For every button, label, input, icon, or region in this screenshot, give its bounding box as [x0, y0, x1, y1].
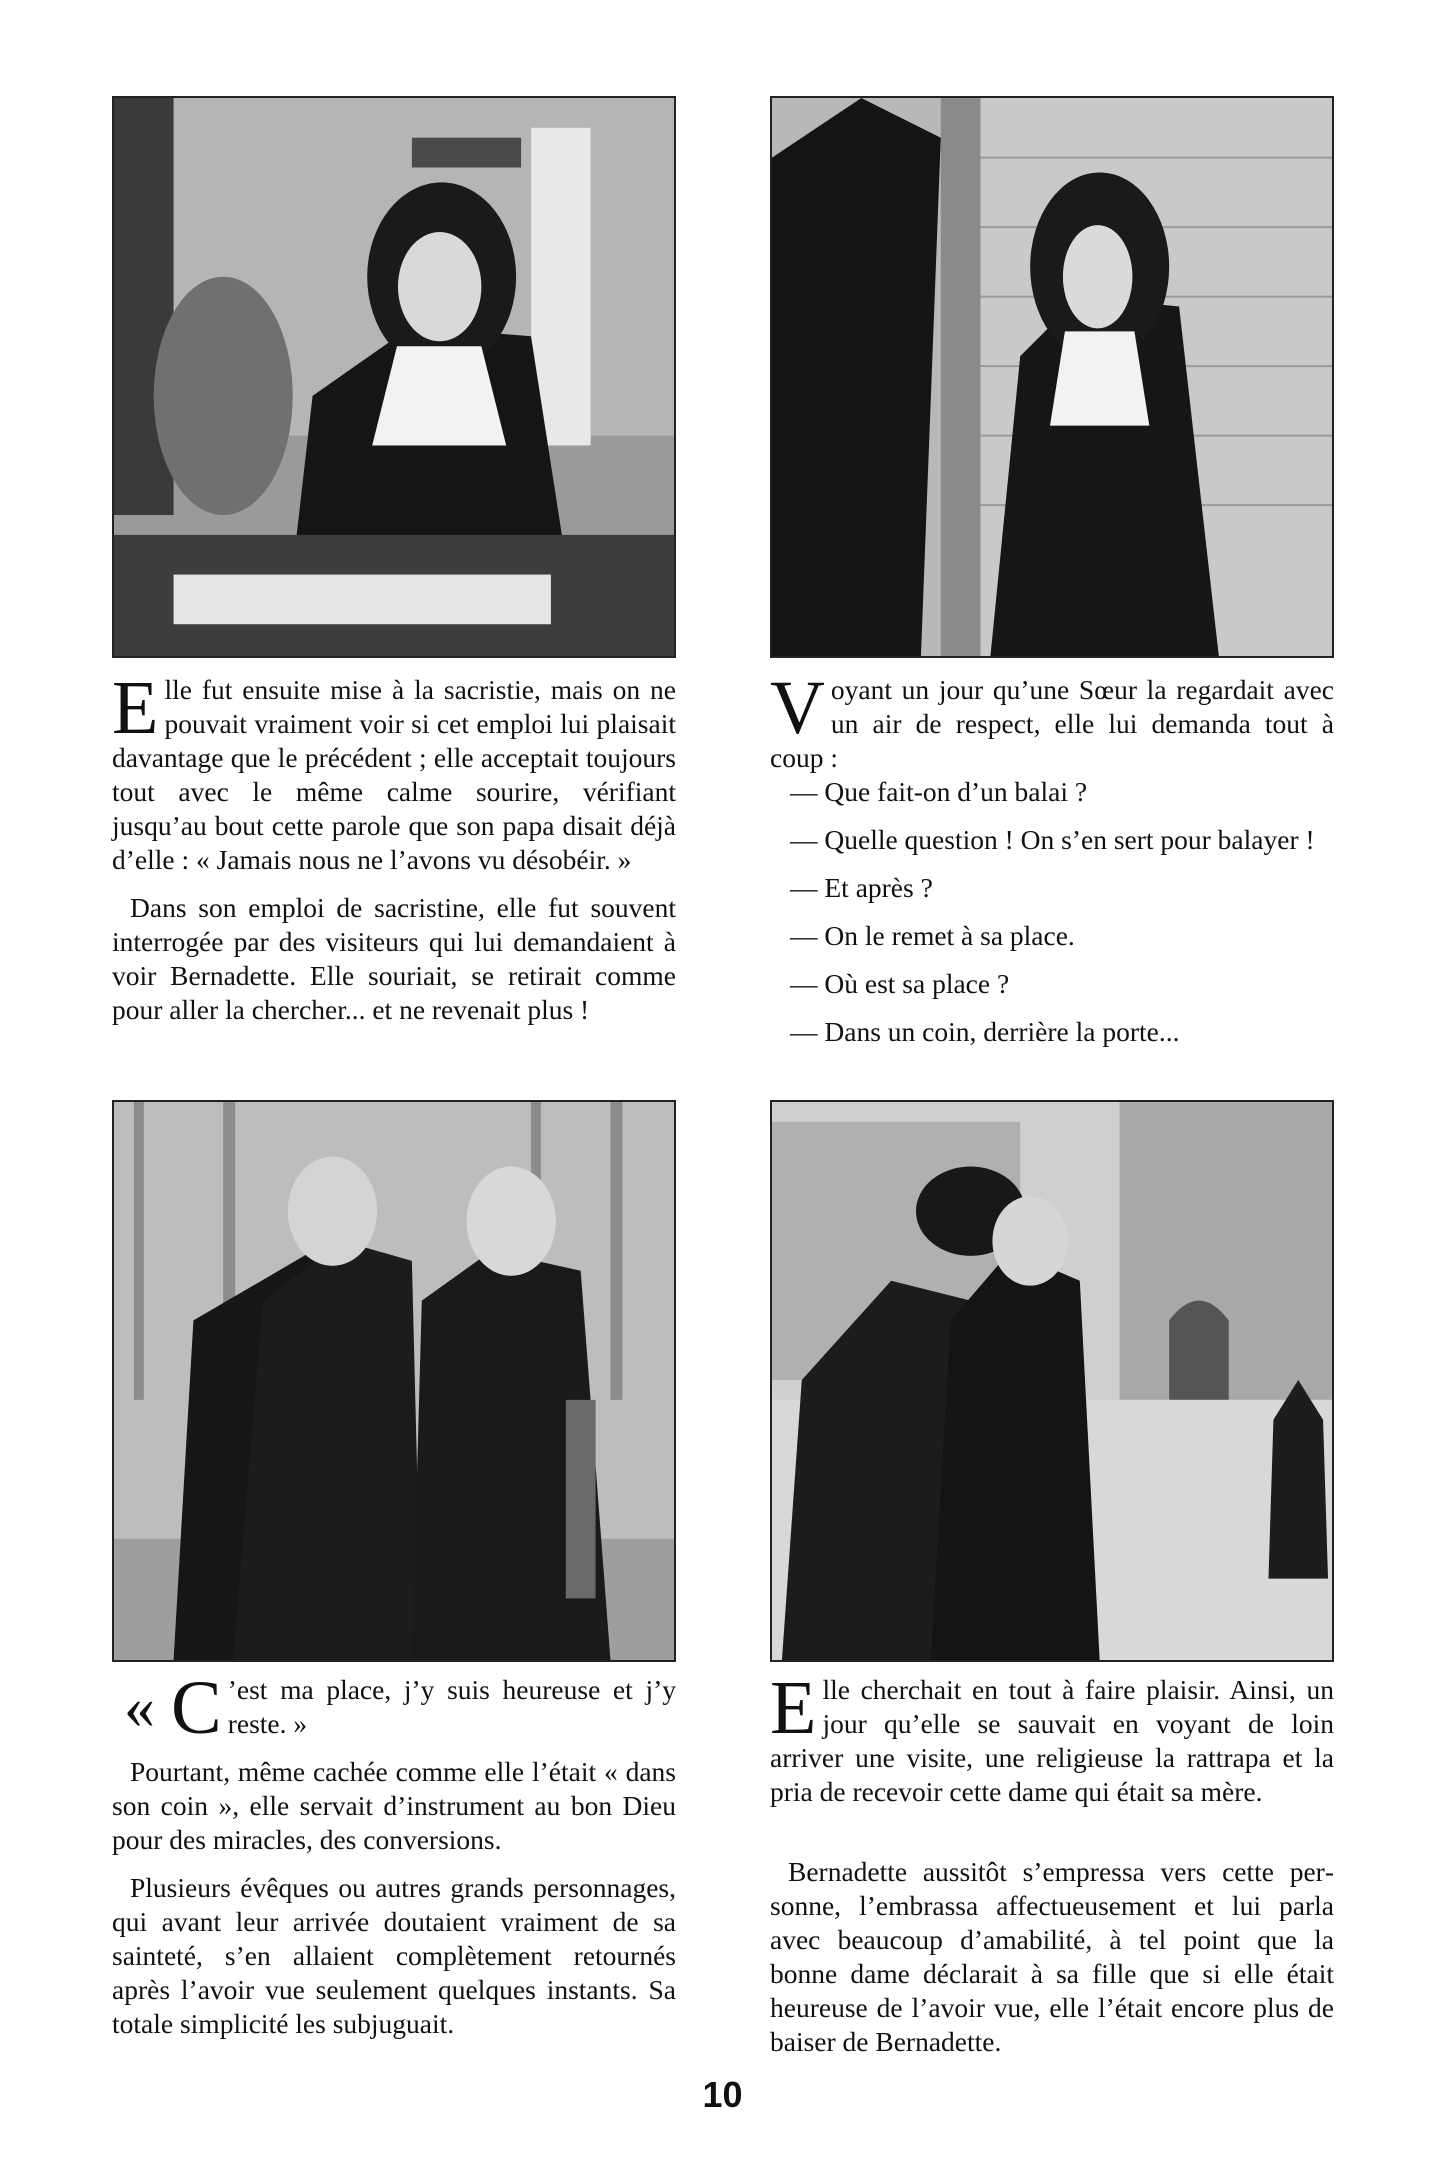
dialog-line: — Où est sa place ? [790, 968, 1010, 999]
dialog-line: — Et après ? [790, 872, 933, 903]
text-block-mother-visit [770, 1666, 1334, 2073]
paragraph-sacristy-intro: lle fut ensuite mise à la sacristie, mais on ne pouvait vraiment voir si cet emploi lui plaisait davantage que le précédent ; elle acceptait toujours tout avec le même calme sourire, vérifiant jusqu’au bout cette parole que son papa disait déjà d’elle : « Jamais nous ne l’avons vu désobéir. » [112, 674, 676, 875]
paragraph-bishops: Plusieurs évêques ou autres grands personnages, qui avant leur arrivée doutaient vraiment de sa sainteté, s’en allaient complètement retournés après l’avoir vue seulement quelques instants. Sa totale simplicité les subjuguait. [112, 1872, 676, 2039]
paragraph-sister-looking: oyant un jour qu’une Sœur la regardait avec un air de respect, elle lui demanda tout à coup : [770, 674, 1334, 773]
paragraph-please-everyone: lle cherchait en tout à faire plaisir. Ainsi, un jour qu’elle se sauvait en voyant de loin arriver une visite, une religieuse la rattrapa et la pria de recevoir cette dame qui était sa mère. [770, 1674, 1334, 1807]
drop-cap-v: V [770, 666, 825, 750]
drop-cap-e: E [770, 1666, 817, 1750]
opening-guillemet: « [124, 1674, 155, 1742]
dialog-line: — Dans un coin, derrière la porte... [790, 1016, 1180, 1047]
page-number: 10 [702, 2074, 743, 2115]
paragraph-my-place-quote: ’est ma place, j’y suis heureuse et j’y reste. » [227, 1674, 676, 1739]
dialog-line: — Que fait-on d’un balai ? [790, 776, 1088, 807]
dialog-line: — On le remet à sa place. [790, 920, 1075, 951]
two-bishops-conversing-illustration [112, 1100, 676, 1662]
two-nuns-at-cloister-illustration [770, 96, 1334, 658]
drop-cap-e: E [112, 666, 159, 750]
nun-folding-linen-illustration [112, 96, 676, 658]
paragraph-sacristine-visitors: Dans son emploi de sacristine, elle fut souvent interrogée par des visiteurs qui lui demandaient à voir Bernadette. Elle souriait, se retirait comme pour aller la chercher... et ne revenait plus ! [112, 892, 676, 1025]
dialog-line: — Quelle question ! On s’en sert pour balayer ! [790, 824, 1315, 855]
text-block-balai-dialog [770, 666, 1334, 1063]
text-block-my-place [112, 1666, 676, 2055]
paragraph-embrace-mother: Bernadette aussitôt s’empressa vers cette personne, l’embrassa affectueusement et lui parla avec beaucoup d’amabilité, à tel point que la bonne dame déclarait à sa fille que si elle était heureuse de l’avoir vue, elle l’était encore plus de baiser de Bernadette. [770, 1856, 1334, 2057]
text-block-sacristy [112, 666, 676, 1041]
nun-embracing-visitor-illustration [770, 1100, 1334, 1662]
drop-cap-c: C [171, 1666, 222, 1750]
paragraph-hidden-instrument: Pourtant, même cachée comme elle l’était « dans son coin », elle servait d’instrument au bon Dieu pour des miracles, des conversions. [112, 1756, 676, 1855]
